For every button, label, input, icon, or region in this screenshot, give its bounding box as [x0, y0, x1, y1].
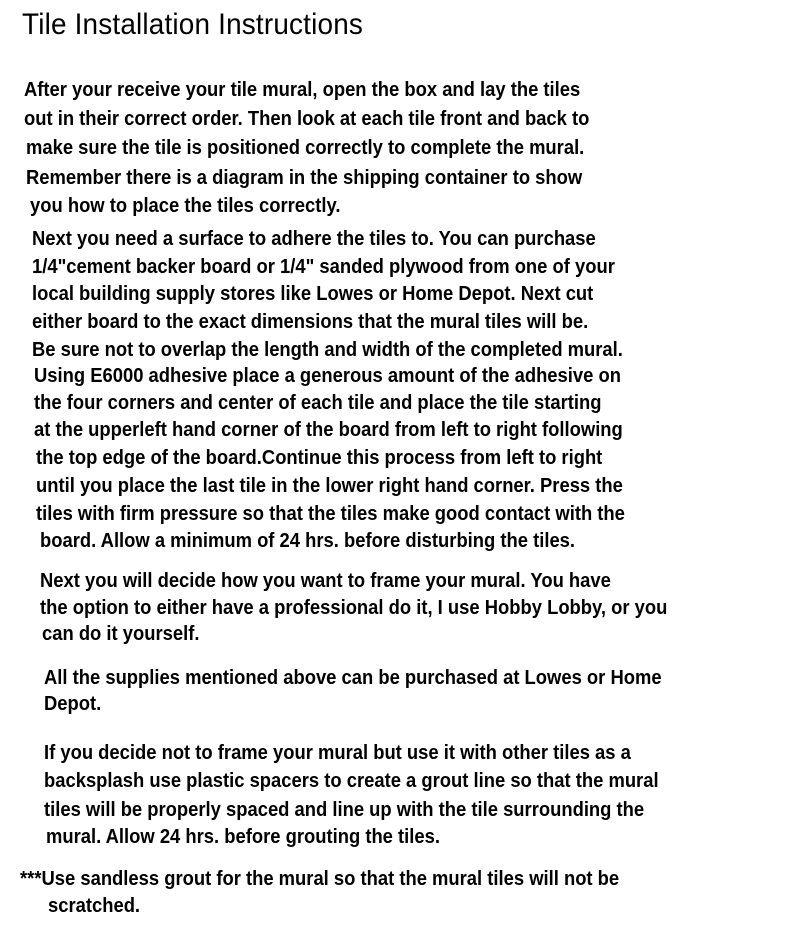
paragraph-line: make sure the tile is positioned correctly to complete the mural.: [26, 137, 585, 159]
paragraph-line: out in their correct order. Then look at each tile front and back to: [24, 108, 590, 130]
paragraph-line: the top edge of the board.Continue this process from left to right: [36, 447, 603, 469]
paragraph-line: board. Allow a minimum of 24 hrs. before disturbing the tiles.: [40, 530, 576, 552]
paragraph-line: either board to the exact dimensions that the mural tiles will be.: [32, 311, 589, 333]
paragraph-line: Next you need a surface to adhere the tiles to. You can purchase: [32, 228, 596, 250]
paragraph-line: After your receive your tile mural, open the box and lay the tiles: [24, 79, 581, 101]
paragraph-line: tiles will be properly spaced and line up with the tile surrounding the: [44, 799, 645, 821]
paragraph-line: All the supplies mentioned above can be purchased at Lowes or Home: [44, 667, 662, 689]
paragraph-line: Be sure not to overlap the length and width of the completed mural.: [32, 339, 623, 361]
paragraph-line: until you place the last tile in the lower right hand corner. Press the: [36, 475, 623, 497]
paragraph-line: local building supply stores like Lowes or Home Depot. Next cut: [32, 283, 594, 305]
paragraph-line: Using E6000 adhesive place a generous amount of the adhesive on: [34, 365, 621, 387]
paragraph-line: Remember there is a diagram in the shipping container to show: [26, 167, 583, 189]
paragraph-line: mural. Allow 24 hrs. before grouting the tiles.: [46, 826, 440, 848]
paragraph-line: tiles with firm pressure so that the tiles make good contact with the: [36, 503, 625, 525]
page-title: Tile Installation Instructions: [22, 8, 364, 41]
paragraph-line: If you decide not to frame your mural but use it with other tiles as a: [44, 742, 631, 764]
footnote-line: ***Use sandless grout for the mural so that the mural tiles will not be: [20, 868, 620, 890]
paragraph-line: the option to either have a professional do it, I use Hobby Lobby, or you: [40, 597, 668, 619]
paragraph-line: at the upperleft hand corner of the board from left to right following: [34, 419, 623, 441]
paragraph-line: backsplash use plastic spacers to create a grout line so that the mural: [44, 770, 659, 792]
paragraph-line: you how to place the tiles correctly.: [30, 195, 341, 217]
paragraph-line: Next you will decide how you want to frame your mural. You have: [40, 570, 611, 592]
paragraph-line: 1/4"cement backer board or 1/4" sanded plywood from one of your: [32, 256, 615, 278]
paragraph-line: can do it yourself.: [42, 623, 200, 645]
paragraph-line: the four corners and center of each tile and place the tile starting: [34, 392, 602, 414]
paragraph-line: Depot.: [44, 693, 102, 715]
footnote-line: scratched.: [48, 895, 141, 917]
